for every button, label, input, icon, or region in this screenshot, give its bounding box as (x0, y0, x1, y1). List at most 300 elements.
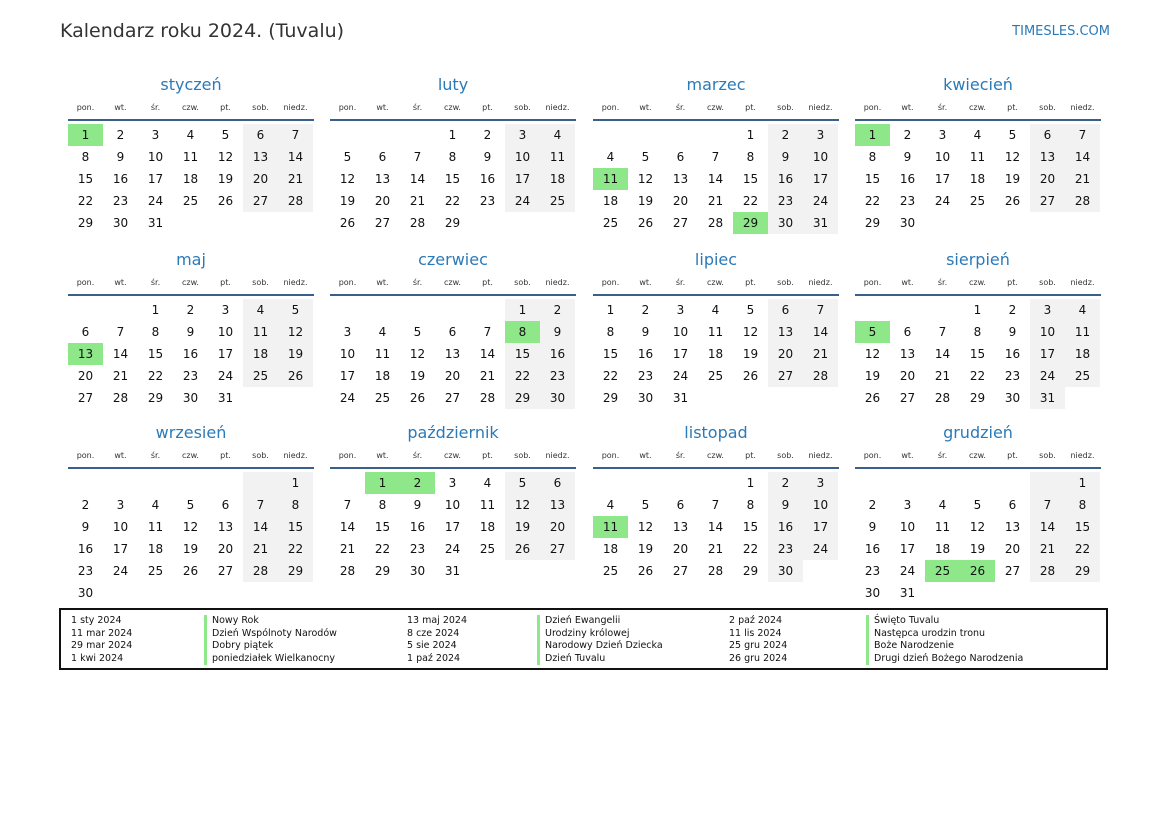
day-cell: 13 (217, 520, 234, 534)
day-cell: 14 (707, 520, 724, 534)
day-cell: 8 (1065, 494, 1100, 516)
day-cell: 20 (540, 516, 575, 538)
day-cell: 4 (378, 325, 387, 339)
month-name: czerwiec (418, 250, 488, 269)
day-cell: 24 (112, 564, 129, 578)
day-cell: 9 (186, 325, 195, 339)
day-cell: 23 (540, 365, 575, 387)
day-cell: 21 (112, 369, 129, 383)
day-cell: 9 (540, 321, 575, 343)
day-cell: 6 (903, 325, 912, 339)
day-cell: 13 (243, 146, 278, 168)
day-cell: 24 (803, 538, 838, 560)
day-cell: 29 (505, 387, 540, 409)
holiday-day: 5 (855, 321, 890, 343)
day-cell: 26 (182, 564, 199, 578)
day-cell: 7 (711, 150, 720, 164)
day-cell: 28 (339, 564, 356, 578)
day-cell: 1 (505, 299, 540, 321)
day-cell: 21 (243, 538, 278, 560)
day-cell: 11 (243, 321, 278, 343)
day-cell: 2 (868, 498, 877, 512)
day-cell: 31 (147, 216, 164, 230)
day-cell: 30 (768, 560, 803, 582)
day-cell: 18 (182, 172, 199, 186)
day-cell: 1 (448, 128, 457, 142)
holiday-name: Święto Tuvalu (874, 615, 940, 626)
day-cell: 24 (934, 194, 951, 208)
day-cell: 12 (637, 172, 654, 186)
weekday-label: czw. (969, 451, 986, 460)
day-cell: 25 (374, 391, 391, 405)
day-cell: 9 (768, 146, 803, 168)
day-cell: 9 (483, 150, 492, 164)
weekday-label: śr. (675, 103, 686, 112)
holiday-day: 2 (400, 472, 435, 494)
day-cell: 10 (444, 498, 461, 512)
day-cell: 14 (934, 347, 951, 361)
holiday-date: 1 paź 2024 (407, 652, 461, 664)
day-cell: 15 (969, 347, 986, 361)
day-cell: 21 (1030, 538, 1065, 560)
day-cell: 31 (803, 212, 838, 234)
weekday-label: śr. (412, 103, 423, 112)
holiday-day: 1 (855, 124, 890, 146)
weekday-header (593, 97, 839, 121)
weekday-label: wt. (376, 278, 389, 287)
weekday-label: czw. (182, 451, 199, 460)
day-cell: 11 (540, 146, 575, 168)
day-cell: 8 (606, 325, 615, 339)
holiday-date: 11 lis 2024 (729, 627, 782, 639)
day-cell: 27 (540, 538, 575, 560)
day-cell: 27 (768, 365, 803, 387)
day-grid (593, 472, 839, 582)
day-cell: 6 (540, 472, 575, 494)
day-cell: 26 (278, 365, 313, 387)
holiday-date: 1 kwi 2024 (71, 652, 124, 664)
day-cell: 8 (973, 325, 982, 339)
holiday-date: 8 cze 2024 (407, 627, 460, 639)
day-cell: 25 (969, 194, 986, 208)
day-cell: 8 (151, 325, 160, 339)
day-cell: 16 (112, 172, 129, 186)
weekday-label: pt. (482, 451, 493, 460)
day-cell: 1 (151, 303, 160, 317)
day-cell: 7 (1065, 124, 1100, 146)
weekday-label: sob. (777, 451, 794, 460)
day-cell: 3 (903, 498, 912, 512)
day-cell: 16 (637, 347, 654, 361)
day-cell: 4 (938, 498, 947, 512)
day-grid (68, 472, 314, 604)
holiday-name: Boże Narodzenie (874, 640, 954, 651)
day-cell: 18 (707, 347, 724, 361)
day-cell: 30 (899, 216, 916, 230)
day-cell: 2 (540, 299, 575, 321)
day-cell: 31 (899, 586, 916, 600)
empty-cell (890, 472, 925, 494)
day-cell: 18 (540, 168, 575, 190)
weekday-label: pon. (76, 103, 95, 112)
day-cell: 20 (217, 542, 234, 556)
day-cell: 22 (444, 194, 461, 208)
month-block (330, 248, 576, 409)
day-cell: 2 (641, 303, 650, 317)
day-cell: 28 (803, 365, 838, 387)
day-cell: 24 (444, 542, 461, 556)
holiday-date: 25 gru 2024 (729, 640, 788, 651)
day-cell: 5 (641, 150, 650, 164)
day-cell: 2 (483, 128, 492, 142)
day-cell: 28 (243, 560, 278, 582)
day-cell: 20 (374, 194, 391, 208)
day-cell: 13 (1030, 146, 1065, 168)
day-cell: 4 (711, 303, 720, 317)
day-cell: 22 (742, 542, 759, 556)
empty-cell (365, 124, 400, 146)
day-cell: 26 (864, 391, 881, 405)
day-cell: 8 (868, 150, 877, 164)
day-cell: 8 (746, 150, 755, 164)
day-cell: 4 (540, 124, 575, 146)
day-cell: 23 (864, 564, 881, 578)
day-cell: 24 (672, 369, 689, 383)
day-cell: 14 (339, 520, 356, 534)
day-cell: 27 (374, 216, 391, 230)
day-cell: 7 (413, 150, 422, 164)
weekday-label: wt. (114, 103, 127, 112)
day-cell: 29 (77, 216, 94, 230)
empty-cell (960, 472, 995, 494)
day-cell: 7 (483, 325, 492, 339)
holiday-name: Dzień Tuvalu (545, 652, 606, 664)
day-cell: 22 (969, 369, 986, 383)
weekday-label: niedz. (808, 103, 833, 112)
day-cell: 28 (1065, 190, 1100, 212)
holiday-date: 11 mar 2024 (71, 627, 133, 639)
day-cell: 11 (182, 150, 199, 164)
empty-cell (103, 299, 138, 321)
day-cell: 4 (243, 299, 278, 321)
day-cell: 16 (899, 172, 916, 186)
day-cell: 18 (934, 542, 951, 556)
month-block (68, 248, 314, 409)
day-cell: 7 (116, 325, 125, 339)
day-cell: 4 (151, 498, 160, 512)
day-cell: 6 (768, 299, 803, 321)
day-cell: 18 (479, 520, 496, 534)
weekday-label: niedz. (545, 278, 570, 287)
empty-cell (995, 472, 1030, 494)
day-cell: 20 (672, 194, 689, 208)
day-cell: 25 (602, 216, 619, 230)
month-name: lipiec (694, 250, 738, 269)
day-cell: 23 (77, 564, 94, 578)
day-cell: 20 (768, 343, 803, 365)
empty-cell (365, 299, 400, 321)
day-cell: 24 (217, 369, 234, 383)
weekday-label: wt. (639, 103, 652, 112)
day-cell: 29 (1065, 560, 1100, 582)
day-cell: 6 (221, 498, 230, 512)
day-cell: 30 (77, 586, 94, 600)
day-cell: 20 (243, 168, 278, 190)
day-cell: 13 (672, 520, 689, 534)
day-cell: 19 (637, 542, 654, 556)
weekday-label: pon. (338, 278, 357, 287)
holiday-name-column (537, 615, 663, 665)
weekday-label: pt. (482, 278, 493, 287)
day-cell: 5 (186, 498, 195, 512)
day-cell: 26 (742, 369, 759, 383)
day-cell: 30 (540, 387, 575, 409)
weekday-label: pon. (601, 103, 620, 112)
weekday-label: śr. (937, 451, 948, 460)
day-cell: 5 (641, 498, 650, 512)
day-cell: 18 (243, 343, 278, 365)
day-cell: 16 (540, 343, 575, 365)
weekday-label: śr. (937, 103, 948, 112)
day-cell: 1 (278, 472, 313, 494)
weekday-label: pt. (1007, 278, 1018, 287)
day-cell: 6 (448, 325, 457, 339)
day-cell: 20 (444, 369, 461, 383)
empty-cell (330, 472, 365, 494)
day-cell: 14 (278, 146, 313, 168)
day-cell: 6 (1030, 124, 1065, 146)
month-name: wrzesień (155, 423, 227, 442)
empty-cell (243, 472, 278, 494)
weekday-header (593, 272, 839, 296)
day-cell: 27 (1004, 564, 1021, 578)
holiday-day: 11 (593, 516, 628, 538)
weekday-label: wt. (114, 278, 127, 287)
weekday-header (593, 445, 839, 469)
day-cell: 26 (505, 538, 540, 560)
empty-cell (663, 124, 698, 146)
day-cell: 19 (182, 542, 199, 556)
holiday-name: Urodziny królowej (545, 627, 630, 639)
day-cell: 2 (116, 128, 125, 142)
empty-cell (628, 472, 663, 494)
month-name: luty (437, 75, 469, 94)
day-cell: 13 (1004, 520, 1021, 534)
day-grid (855, 299, 1101, 409)
empty-cell (68, 299, 103, 321)
day-cell: 16 (1004, 347, 1021, 361)
day-cell: 22 (374, 542, 391, 556)
holiday-day: 11 (593, 168, 628, 190)
weekday-label: pt. (1007, 103, 1018, 112)
day-cell: 19 (637, 194, 654, 208)
weekday-label: wt. (376, 451, 389, 460)
empty-cell (435, 299, 470, 321)
day-cell: 23 (409, 542, 426, 556)
day-cell: 7 (711, 498, 720, 512)
day-cell: 5 (343, 150, 352, 164)
weekday-label: sob. (252, 278, 269, 287)
weekday-header (330, 97, 576, 121)
site-link[interactable]: TIMESLES.COM (1012, 24, 1110, 39)
month-block (855, 73, 1101, 234)
day-cell: 11 (707, 325, 724, 339)
weekday-label: pt. (220, 278, 231, 287)
weekday-label: śr. (150, 103, 161, 112)
day-cell: 26 (637, 216, 654, 230)
holiday-name: poniedziałek Wielkanocny (212, 652, 336, 664)
empty-cell (698, 472, 733, 494)
day-cell: 17 (1030, 343, 1065, 365)
day-cell: 22 (77, 194, 94, 208)
day-cell: 12 (278, 321, 313, 343)
day-cell: 23 (479, 194, 496, 208)
weekday-label: niedz. (545, 103, 570, 112)
weekday-label: pt. (745, 278, 756, 287)
day-cell: 31 (672, 391, 689, 405)
day-grid (330, 472, 576, 582)
day-cell: 17 (339, 369, 356, 383)
day-cell: 23 (768, 538, 803, 560)
day-cell: 23 (1004, 369, 1021, 383)
day-cell: 22 (602, 369, 619, 383)
day-cell: 1 (1065, 472, 1100, 494)
day-cell: 2 (903, 128, 912, 142)
day-cell: 24 (147, 194, 164, 208)
weekday-label: wt. (376, 103, 389, 112)
weekday-label: wt. (639, 278, 652, 287)
day-cell: 10 (899, 520, 916, 534)
day-cell: 3 (221, 303, 230, 317)
weekday-label: niedz. (283, 278, 308, 287)
month-name: marzec (686, 75, 746, 94)
day-cell: 24 (339, 391, 356, 405)
weekday-label: sob. (514, 278, 531, 287)
day-cell: 17 (803, 516, 838, 538)
day-grid (593, 124, 839, 234)
day-cell: 18 (147, 542, 164, 556)
weekday-label: pon. (76, 278, 95, 287)
day-cell: 25 (540, 190, 575, 212)
weekday-label: śr. (150, 278, 161, 287)
empty-cell (855, 472, 890, 494)
day-cell: 27 (1030, 190, 1065, 212)
day-cell: 28 (934, 391, 951, 405)
month-block (330, 421, 576, 582)
day-cell: 15 (278, 516, 313, 538)
day-cell: 25 (707, 369, 724, 383)
day-cell: 15 (147, 347, 164, 361)
day-cell: 21 (339, 542, 356, 556)
day-cell: 22 (742, 194, 759, 208)
day-cell: 16 (768, 168, 803, 190)
day-cell: 28 (1030, 560, 1065, 582)
weekday-header (855, 272, 1101, 296)
day-cell: 12 (637, 520, 654, 534)
day-cell: 14 (409, 172, 426, 186)
day-cell: 26 (217, 194, 234, 208)
weekday-header (330, 445, 576, 469)
day-cell: 3 (803, 472, 838, 494)
day-cell: 10 (112, 520, 129, 534)
day-cell: 26 (409, 391, 426, 405)
day-cell: 20 (672, 542, 689, 556)
day-cell: 4 (973, 128, 982, 142)
month-name: styczeń (160, 75, 222, 94)
empty-cell (628, 124, 663, 146)
day-cell: 29 (374, 564, 391, 578)
weekday-label: pon. (76, 451, 95, 460)
day-cell: 22 (147, 369, 164, 383)
day-cell: 3 (938, 128, 947, 142)
weekday-label: pon. (863, 103, 882, 112)
day-cell: 9 (868, 520, 877, 534)
holiday-day: 8 (505, 321, 540, 343)
day-cell: 27 (672, 216, 689, 230)
weekday-label: czw. (707, 103, 724, 112)
day-cell: 18 (1065, 343, 1100, 365)
empty-cell (593, 124, 628, 146)
day-cell: 1 (746, 476, 755, 490)
holiday-date-column (407, 615, 467, 665)
day-cell: 12 (864, 347, 881, 361)
day-cell: 31 (444, 564, 461, 578)
day-cell: 19 (409, 369, 426, 383)
holiday-day: 25 (925, 560, 960, 582)
day-cell: 19 (969, 542, 986, 556)
weekday-header (68, 97, 314, 121)
day-cell: 25 (1065, 365, 1100, 387)
day-cell: 10 (934, 150, 951, 164)
day-cell: 12 (409, 347, 426, 361)
day-cell: 15 (602, 347, 619, 361)
day-cell: 30 (409, 564, 426, 578)
day-cell: 2 (768, 124, 803, 146)
weekday-label: czw. (444, 278, 461, 287)
day-cell: 6 (81, 325, 90, 339)
day-cell: 17 (899, 542, 916, 556)
weekday-label: pon. (863, 451, 882, 460)
month-block (855, 421, 1101, 604)
day-cell: 27 (77, 391, 94, 405)
month-name: kwiecień (943, 75, 1013, 94)
day-cell: 10 (803, 146, 838, 168)
empty-cell (663, 472, 698, 494)
day-cell: 18 (602, 542, 619, 556)
day-cell: 19 (278, 343, 313, 365)
day-cell: 22 (1065, 538, 1100, 560)
day-cell: 13 (899, 347, 916, 361)
empty-cell (925, 299, 960, 321)
day-cell: 2 (186, 303, 195, 317)
day-cell: 12 (217, 150, 234, 164)
day-cell: 12 (339, 172, 356, 186)
weekday-label: sob. (777, 103, 794, 112)
day-cell: 10 (147, 150, 164, 164)
weekday-label: wt. (901, 103, 914, 112)
day-cell: 23 (637, 369, 654, 383)
day-cell: 30 (182, 391, 199, 405)
day-cell: 6 (676, 498, 685, 512)
day-cell: 24 (505, 190, 540, 212)
day-cell: 31 (217, 391, 234, 405)
day-cell: 7 (1030, 494, 1065, 516)
day-cell: 19 (1004, 172, 1021, 186)
day-cell: 25 (243, 365, 278, 387)
day-cell: 15 (444, 172, 461, 186)
empty-cell (925, 472, 960, 494)
day-cell: 10 (1030, 321, 1065, 343)
